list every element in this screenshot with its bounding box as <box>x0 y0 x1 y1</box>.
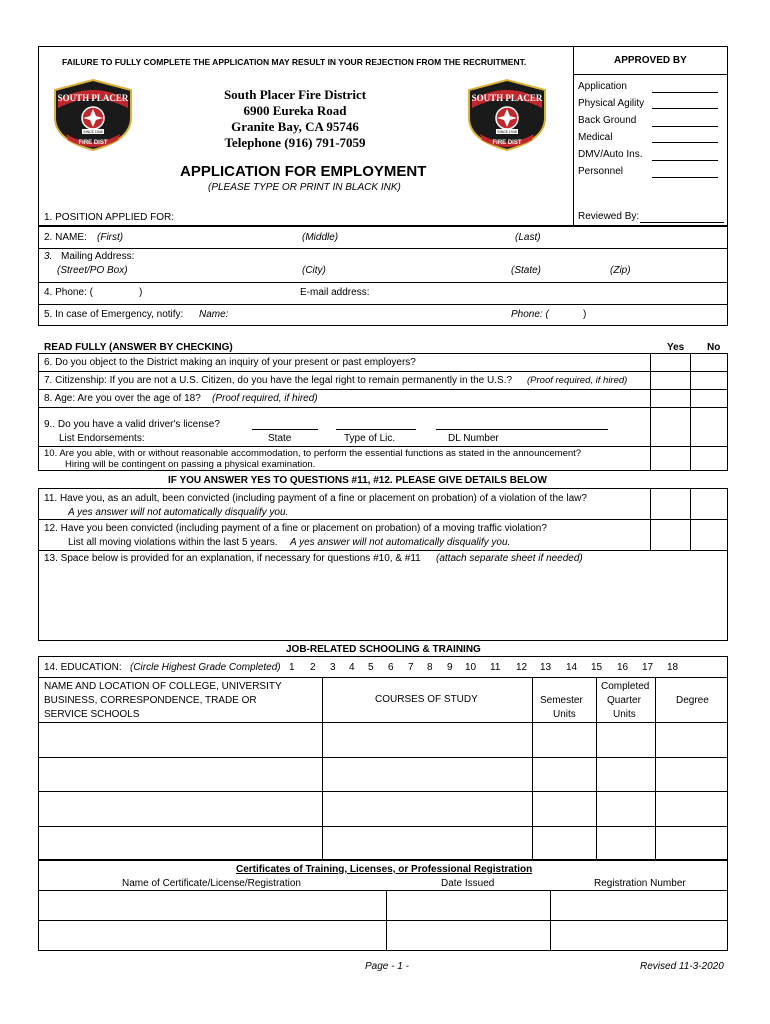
q1-label: 1. POSITION APPLIED FOR: <box>44 212 175 223</box>
warning-text: FAILURE TO FULLY COMPLETE THE APPLICATION MAY RESULT IN YOUR REJECTION FROM THE RECRUITMENT. <box>62 57 527 67</box>
edu-col-school-1: NAME AND LOCATION OF COLLEGE, UNIVERSITY <box>44 681 282 692</box>
q12-text: 12. Have you been convicted (including payment of a fine or placement on probation) of a moving traffic violation? <box>44 523 547 534</box>
edu-col-courses: COURSES OF STUDY <box>375 694 478 705</box>
approved-item-medical: Medical <box>578 132 613 143</box>
approved-line-medical[interactable] <box>652 142 718 143</box>
grade-option[interactable]: 18 <box>667 662 679 673</box>
q9-no-checkbox[interactable] <box>691 408 727 445</box>
approved-item-application: Application <box>578 81 627 92</box>
approved-item-physical: Physical Agility <box>578 98 645 109</box>
reviewed-by-label: Reviewed By: <box>578 211 640 222</box>
street-hint: (Street/PO Box) <box>57 265 128 276</box>
certificate-row[interactable] <box>40 892 726 919</box>
q9-type-label: Type of Lic. <box>344 433 396 444</box>
q5-label: 5. In case of Emergency, notify: <box>44 309 184 320</box>
cert-col-date: Date Issued <box>441 878 495 889</box>
education-row[interactable] <box>40 759 726 790</box>
logo-bottom-text: FIRE DIST <box>78 140 108 146</box>
q13-note: (attach separate sheet if needed) <box>436 553 583 564</box>
org-address: 6900 Eureka Road <box>243 103 347 118</box>
q12-note: A yes answer will not automatically disqualify you. <box>290 537 511 548</box>
cert-col-reg: Registration Number <box>594 878 686 889</box>
q5-name-hint: Name: <box>199 309 229 320</box>
edu-col-quarter: Quarter <box>607 695 641 706</box>
grade-option[interactable]: 13 <box>540 662 552 673</box>
no-header: No <box>707 342 721 353</box>
grade-option[interactable]: 17 <box>642 662 654 673</box>
certificates-header: Certificates of Training, Licenses, or Professional Registration <box>236 864 533 875</box>
grade-option[interactable]: 4 <box>349 662 355 673</box>
edu-col-completed: Completed <box>601 681 650 692</box>
approved-item-personnel: Personnel <box>578 166 624 177</box>
q14-label: 14. EDUCATION: <box>44 662 122 673</box>
q11-text: 11. Have you, as an adult, been convicted (including payment of a fine or placement on probation) of a violation of the law? <box>44 493 587 504</box>
grade-option[interactable]: 8 <box>427 662 433 673</box>
reviewed-by-line[interactable] <box>640 222 724 223</box>
q10-yes-checkbox[interactable] <box>651 447 689 470</box>
q8-yes-checkbox[interactable] <box>651 390 689 406</box>
page-title: APPLICATION FOR EMPLOYMENT <box>180 163 427 180</box>
grade-option[interactable]: 9 <box>447 662 453 673</box>
q11-note: A yes answer will not automatically disqualify you. <box>68 507 289 518</box>
q9-dl-line[interactable] <box>436 429 608 430</box>
q11-yes-checkbox[interactable] <box>651 489 689 518</box>
q10-no-checkbox[interactable] <box>691 447 727 470</box>
q12-no-checkbox[interactable] <box>691 520 727 549</box>
q14-note: (Circle Highest Grade Completed) <box>130 662 281 673</box>
grade-option[interactable]: 10 <box>465 662 477 673</box>
approved-line-physical[interactable] <box>652 108 718 109</box>
explanation-area[interactable] <box>40 566 726 639</box>
questions-header: READ FULLY (ANSWER BY CHECKING) <box>44 342 233 353</box>
approved-line-personnel[interactable] <box>652 177 718 178</box>
q5-close-paren: ) <box>583 309 587 320</box>
details-header: IF YOU ANSWER YES TO QUESTIONS #11, #12. PLEASE GIVE DETAILS BELOW <box>168 475 547 486</box>
q4-close-paren: ) <box>139 287 143 298</box>
q6-yes-checkbox[interactable] <box>651 354 689 370</box>
logo-top-text: SOUTH PLACER <box>57 93 129 103</box>
education-row[interactable] <box>40 828 726 859</box>
q11-no-checkbox[interactable] <box>691 489 727 518</box>
q8-note: (Proof required, if hired) <box>212 393 318 404</box>
q9-state-line[interactable] <box>252 429 318 430</box>
grade-option[interactable]: 2 <box>310 662 316 673</box>
svg-text:SOUTH PLACER: SOUTH PLACER <box>471 93 543 103</box>
q9-yes-checkbox[interactable] <box>651 408 689 445</box>
grade-option[interactable]: 5 <box>368 662 374 673</box>
q8-text: 8. Age: Are you over the age of 18? <box>44 393 201 404</box>
grade-option[interactable]: 1 <box>289 662 295 673</box>
q6-text: 6. Do you object to the District making an inquiry of your present or past employers? <box>44 357 416 368</box>
q7-text: 7. Citizenship: If you are not a U.S. Citizen, do you have the legal right to remain permanently in the U.S.? <box>44 375 513 386</box>
grade-option[interactable]: 6 <box>388 662 394 673</box>
q5-phone-hint: Phone: ( <box>511 309 549 320</box>
approved-line-application[interactable] <box>652 92 718 93</box>
org-name: South Placer Fire District <box>223 87 367 102</box>
q7-no-checkbox[interactable] <box>691 372 727 388</box>
grade-option[interactable]: 14 <box>566 662 578 673</box>
q4-label: 4. Phone: ( <box>44 287 93 298</box>
approved-line-background[interactable] <box>652 126 718 127</box>
q12-text-b: List all moving violations within the last 5 years. <box>68 537 278 548</box>
name-last-hint: (Last) <box>515 232 541 243</box>
svg-text:FIRE DIST: FIRE DIST <box>492 140 522 146</box>
svg-text:SINCE 1948: SINCE 1948 <box>497 130 517 134</box>
grade-option[interactable]: 16 <box>617 662 629 673</box>
grade-option[interactable]: 7 <box>408 662 414 673</box>
grade-option[interactable]: 11 <box>490 662 501 673</box>
grade-option[interactable]: 3 <box>330 662 336 673</box>
q7-note: (Proof required, if hired) <box>527 375 628 386</box>
q3-label: Mailing Address: <box>61 251 135 262</box>
state-hint: (State) <box>511 265 542 276</box>
q8-no-checkbox[interactable] <box>691 390 727 406</box>
fire-district-logo-right <box>466 78 548 152</box>
education-header: JOB-RELATED SCHOOLING & TRAINING <box>286 644 481 655</box>
logo-since-text: SINCE 1948 <box>83 130 103 134</box>
name-middle-hint: (Middle) <box>302 232 339 243</box>
approved-line-dmv[interactable] <box>652 160 718 161</box>
q7-yes-checkbox[interactable] <box>651 372 689 388</box>
q9-type-line[interactable] <box>336 429 416 430</box>
education-row[interactable] <box>40 793 726 825</box>
yes-header: Yes <box>667 342 685 353</box>
grade-option[interactable]: 15 <box>591 662 603 673</box>
q10-text-b: Hiring will be contingent on passing a physical examination. <box>65 459 316 470</box>
org-city: Granite Bay, CA 95746 <box>231 119 359 134</box>
approved-item-background: Back Ground <box>578 115 637 126</box>
q9-dl-label: DL Number <box>448 433 499 444</box>
city-hint: (City) <box>302 265 326 276</box>
q9-state-label: State <box>268 433 292 444</box>
zip-hint: (Zip) <box>610 265 631 276</box>
name-first-hint: (First) <box>97 232 124 243</box>
q9-endorse-label: List Endorsements: <box>59 433 145 444</box>
q2-label: 2. NAME: <box>44 232 87 243</box>
approved-item-dmv: DMV/Auto Ins. <box>578 149 643 160</box>
approved-title: APPROVED BY <box>614 55 687 66</box>
org-phone: Telephone (916) 791-7059 <box>224 135 366 150</box>
certificate-row[interactable] <box>40 922 726 949</box>
fire-district-logo-left <box>52 78 134 152</box>
revised-date: Revised 11-3-2020 <box>640 961 724 972</box>
edu-col-school-2: BUSINESS, CORRESPONDENCE, TRADE OR <box>44 695 257 706</box>
page-subtitle: (PLEASE TYPE OR PRINT IN BLACK INK) <box>208 182 401 193</box>
page-number: Page - 1 - <box>365 961 409 972</box>
q9-text: 9.. Do you have a valid driver's license? <box>44 419 220 430</box>
cert-col-name: Name of Certificate/License/Registration <box>122 878 301 889</box>
q6-no-checkbox[interactable] <box>691 354 727 370</box>
edu-col-quarter-units: Units <box>613 709 636 720</box>
edu-col-semester-2: Units <box>553 709 576 720</box>
education-row[interactable] <box>40 724 726 756</box>
q12-yes-checkbox[interactable] <box>651 520 689 549</box>
q3-number: 3. <box>44 251 53 262</box>
q10-text: 10. Are you able, with or without reasonable accommodation, to perform the essential functions as stated in the announcement? <box>44 448 582 459</box>
email-label: E-mail address: <box>300 287 370 298</box>
grade-option[interactable]: 12 <box>516 662 528 673</box>
edu-col-semester-1: Semester <box>540 695 583 706</box>
q13-text: 13. Space below is provided for an explanation, if necessary for questions #10, & #11 <box>44 553 421 564</box>
edu-col-degree: Degree <box>676 695 709 706</box>
edu-col-school-3: SERVICE SCHOOLS <box>44 709 140 720</box>
